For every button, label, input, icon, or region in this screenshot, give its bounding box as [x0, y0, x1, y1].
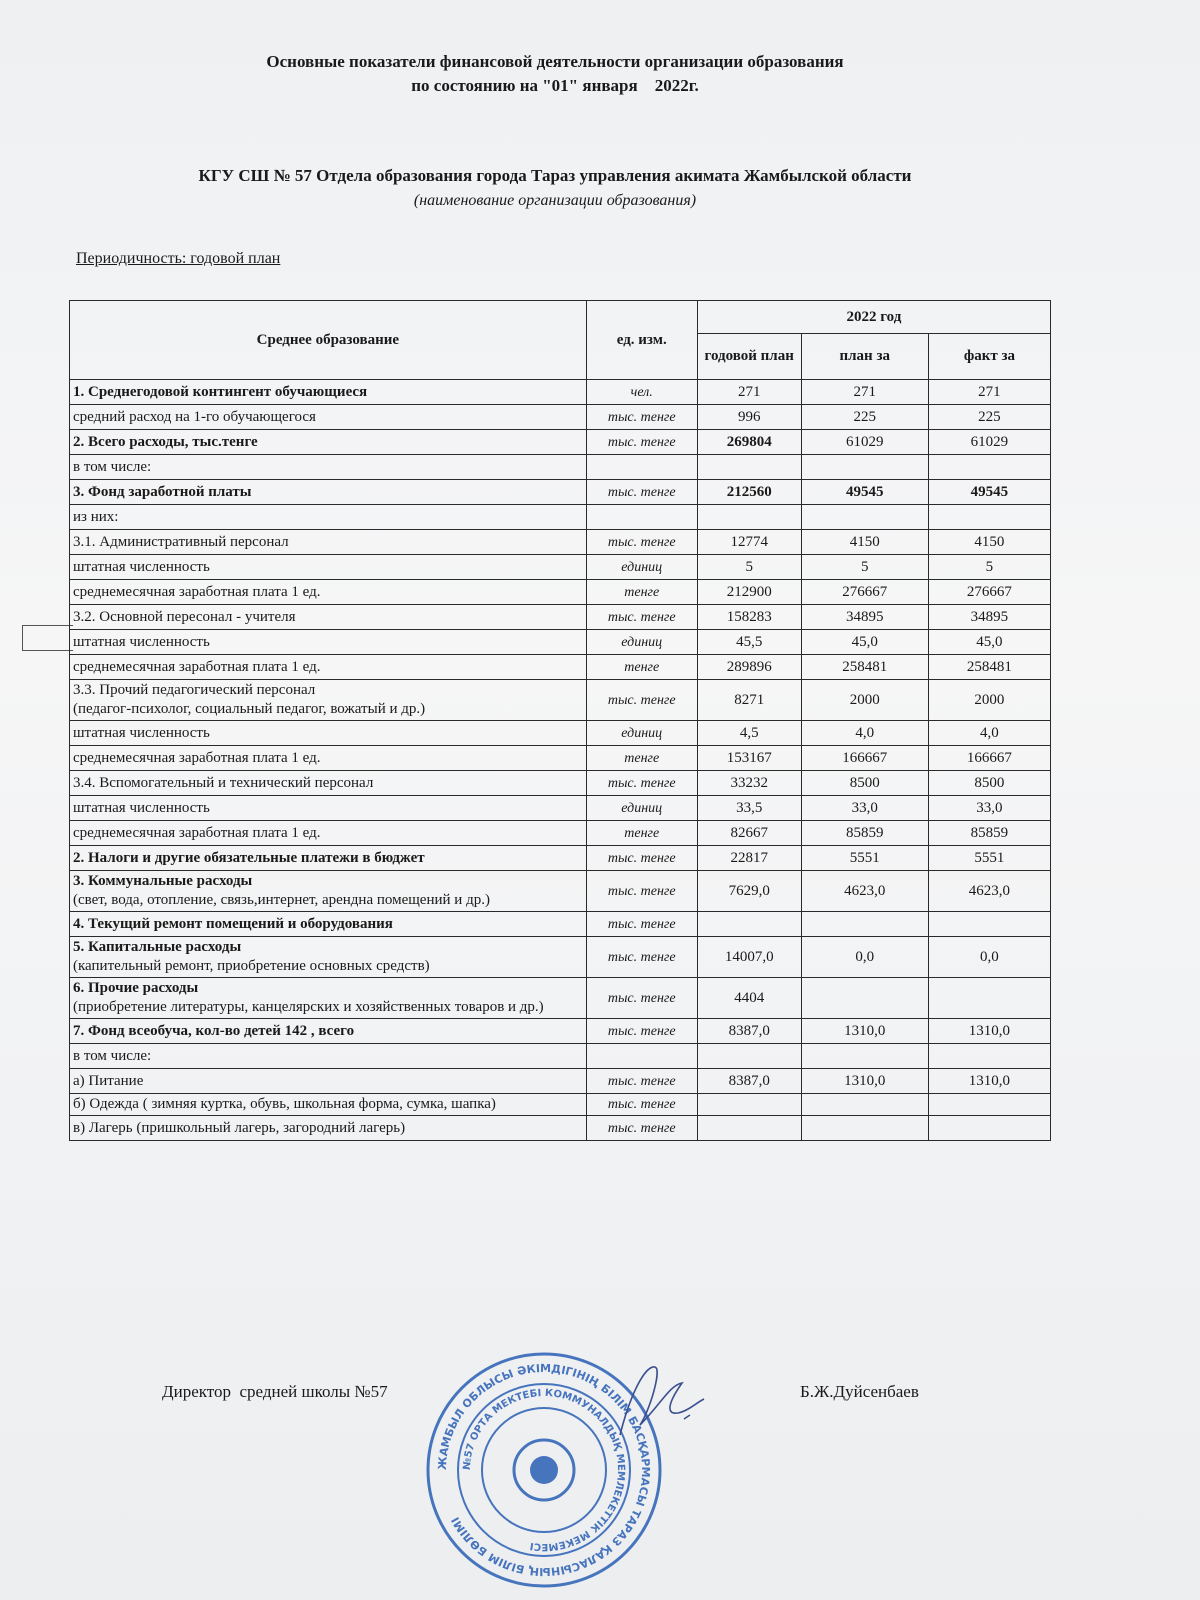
row-value-annual: 212560	[697, 480, 801, 505]
row-value-annual: 158283	[697, 605, 801, 630]
table-row	[70, 1116, 1051, 1141]
row-value-plan	[801, 1116, 928, 1141]
organization-name: КГУ СШ № 57 Отдела образования города Тараз управления акимата Жамбылской области	[198, 166, 912, 185]
row-label: в) Лагерь (пришкольный лагерь, загородний лагерь)	[70, 1116, 587, 1141]
row-label: штатная численность	[70, 630, 587, 655]
row-label: 2. Налоги и другие обязательные платежи в бюджет	[70, 846, 587, 871]
row-value-fact: 4,0	[928, 721, 1050, 746]
table-row	[70, 796, 1051, 821]
svg-text:№57 ОРТА МЕКТЕБІ КОММУНАЛДЫҚ М: №57 ОРТА МЕКТЕБІ КОММУНАЛДЫҚ МЕМЛЕКЕТТІК МЕКЕМЕСІ	[461, 1387, 627, 1553]
row-value-plan: 2000	[801, 680, 928, 721]
table-row	[70, 605, 1051, 630]
row-value-fact: 49545	[928, 480, 1050, 505]
table-row	[70, 937, 1051, 978]
row-value-annual: 33,5	[697, 796, 801, 821]
row-label: 4. Текущий ремонт помещений и оборудования	[70, 912, 587, 937]
row-value-annual: 22817	[697, 846, 801, 871]
row-unit: тыс. тенге	[586, 1019, 697, 1044]
header-unit: ед. изм.	[586, 301, 697, 380]
table-row	[70, 846, 1051, 871]
row-value-annual: 996	[697, 405, 801, 430]
table-row	[70, 978, 1051, 1019]
row-value-annual: 212900	[697, 580, 801, 605]
row-value-fact: 5551	[928, 846, 1050, 871]
row-unit	[586, 505, 697, 530]
table-row	[70, 746, 1051, 771]
row-value-plan: 5551	[801, 846, 928, 871]
row-value-annual	[697, 455, 801, 480]
row-value-plan: 85859	[801, 821, 928, 846]
row-value-plan: 1310,0	[801, 1019, 928, 1044]
row-value-fact	[928, 455, 1050, 480]
table-row	[70, 1069, 1051, 1094]
row-label: в том числе:	[70, 455, 587, 480]
row-value-plan	[801, 505, 928, 530]
table-row	[70, 1044, 1051, 1069]
table-row	[70, 871, 1051, 912]
report-title-line1: Основные показатели финансовой деятельности организации образования	[266, 52, 844, 71]
row-label: 3.4. Вспомогательный и технический персонал	[70, 771, 587, 796]
row-label: среднемесячная заработная плата 1 ед.	[70, 580, 587, 605]
row-label-detail: (приобретение литературы, канцелярских и хозяйственных товаров и др.)	[73, 999, 544, 1015]
row-label: 3. Фонд заработной платы	[70, 480, 587, 505]
row-value-annual	[697, 912, 801, 937]
organization-caption: (наименование организации образования)	[413, 192, 697, 209]
row-unit: тыс. тенге	[586, 430, 697, 455]
header-plan-for: план за	[801, 334, 928, 380]
table-row	[70, 530, 1051, 555]
row-unit: тыс. тенге	[586, 978, 697, 1019]
row-value-annual	[697, 1044, 801, 1069]
row-value-plan	[801, 1094, 928, 1116]
row-value-annual: 269804	[697, 430, 801, 455]
row-value-annual: 8271	[697, 680, 801, 721]
row-unit: тыс. тенге	[586, 605, 697, 630]
row-value-plan: 4623,0	[801, 871, 928, 912]
row-value-fact: 8500	[928, 771, 1050, 796]
row-value-fact: 34895	[928, 605, 1050, 630]
row-value-annual: 5	[697, 555, 801, 580]
table-row	[70, 380, 1051, 405]
table-row	[70, 630, 1051, 655]
row-value-plan: 8500	[801, 771, 928, 796]
table-row	[70, 1094, 1051, 1116]
row-unit: единиц	[586, 555, 697, 580]
row-value-annual: 271	[697, 380, 801, 405]
row-value-fact: 1310,0	[928, 1019, 1050, 1044]
row-value-fact: 2000	[928, 680, 1050, 721]
periodicity-label: Периодичность: годовой план	[76, 250, 281, 267]
row-unit	[586, 455, 697, 480]
row-label: 7. Фонд всеобуча, кол-во детей 142 , всего	[70, 1019, 587, 1044]
row-unit: тыс. тенге	[586, 871, 697, 912]
row-label: 2. Всего расходы, тыс.тенге	[70, 430, 587, 455]
row-value-fact: 1310,0	[928, 1069, 1050, 1094]
row-unit: тенге	[586, 580, 697, 605]
row-label: штатная численность	[70, 796, 587, 821]
row-value-annual: 4404	[697, 978, 801, 1019]
table-row	[70, 912, 1051, 937]
row-value-annual	[697, 1094, 801, 1116]
table-row	[70, 455, 1051, 480]
row-value-plan: 225	[801, 405, 928, 430]
row-value-plan: 4150	[801, 530, 928, 555]
row-value-annual: 8387,0	[697, 1019, 801, 1044]
row-value-fact: 271	[928, 380, 1050, 405]
row-value-fact: 276667	[928, 580, 1050, 605]
row-value-annual	[697, 505, 801, 530]
row-value-plan: 34895	[801, 605, 928, 630]
row-value-annual: 8387,0	[697, 1069, 801, 1094]
row-value-fact	[928, 505, 1050, 530]
row-value-plan: 166667	[801, 746, 928, 771]
svg-text:ЖАМБЫЛ ОБЛЫСЫ ӘКІМДІГІНІҢ БІЛІ: ЖАМБЫЛ ОБЛЫСЫ ӘКІМДІГІНІҢ БІЛІМ БАСҚАРМАСЫ ТАРАЗ ҚАЛАСЫНЫҢ БІЛІМ БӨЛІМІ	[435, 1361, 653, 1579]
row-unit: тыс. тенге	[586, 771, 697, 796]
row-value-fact	[928, 1116, 1050, 1141]
row-label: 3.1. Административный персонал	[70, 530, 587, 555]
row-unit: тыс. тенге	[586, 1094, 697, 1116]
row-value-annual	[697, 1116, 801, 1141]
row-label: среднемесячная заработная плата 1 ед.	[70, 746, 587, 771]
row-value-fact: 166667	[928, 746, 1050, 771]
row-value-annual: 82667	[697, 821, 801, 846]
header-category: Среднее образование	[70, 301, 587, 380]
row-value-plan: 5	[801, 555, 928, 580]
row-label: средний расход на 1-го обучающегося	[70, 405, 587, 430]
row-value-annual: 33232	[697, 771, 801, 796]
row-label-detail: (педагог-психолог, социальный педагог, вожатый и др.)	[73, 701, 426, 717]
director-label: Директор средней школы №57	[162, 1382, 388, 1401]
row-label-detail: (капительный ремонт, приобретение основных средств)	[73, 958, 430, 974]
row-label: среднемесячная заработная плата 1 ед.	[70, 655, 587, 680]
header-annual-plan: годовой план	[697, 334, 801, 380]
row-unit: тыс. тенге	[586, 405, 697, 430]
row-value-annual: 153167	[697, 746, 801, 771]
row-value-fact	[928, 1044, 1050, 1069]
row-value-fact: 61029	[928, 430, 1050, 455]
row-label: штатная численность	[70, 555, 587, 580]
row-unit	[586, 1044, 697, 1069]
row-value-annual: 289896	[697, 655, 801, 680]
row-value-plan: 271	[801, 380, 928, 405]
table-row	[70, 480, 1051, 505]
row-value-fact: 85859	[928, 821, 1050, 846]
row-value-plan: 45,0	[801, 630, 928, 655]
table-row	[70, 655, 1051, 680]
table-row	[70, 405, 1051, 430]
row-unit: тенге	[586, 655, 697, 680]
table-row	[70, 505, 1051, 530]
row-value-fact: 4150	[928, 530, 1050, 555]
table-row	[70, 721, 1051, 746]
table-row	[70, 1019, 1051, 1044]
row-value-plan: 49545	[801, 480, 928, 505]
row-label: 5. Капитальные расходы (капительный ремонт, приобретение основных средств)	[70, 937, 587, 978]
row-label: а) Питание	[70, 1069, 587, 1094]
row-label-detail: (свет, вода, отопление, связь,интернет, арендна помещений и др.)	[73, 892, 490, 908]
report-title-line2: по состоянию на "01" января 2022г.	[411, 76, 699, 95]
row-value-plan: 4,0	[801, 721, 928, 746]
row-unit: чел.	[586, 380, 697, 405]
row-label: 3.3. Прочий педагогический персонал (педагог-психолог, социальный педагог, вожатый и др.)	[70, 680, 587, 721]
row-value-fact: 4623,0	[928, 871, 1050, 912]
table-row	[70, 555, 1051, 580]
row-unit: единиц	[586, 721, 697, 746]
row-unit: тыс. тенге	[586, 846, 697, 871]
row-label: 6. Прочие расходы (приобретение литературы, канцелярских и хозяйственных товаров и др.)	[70, 978, 587, 1019]
margin-mark	[22, 625, 73, 651]
row-value-fact: 0,0	[928, 937, 1050, 978]
row-value-fact	[928, 1094, 1050, 1116]
row-unit: тыс. тенге	[586, 1069, 697, 1094]
row-unit: тенге	[586, 746, 697, 771]
row-label: в том числе:	[70, 1044, 587, 1069]
row-label: 3.2. Основной пересонал - учителя	[70, 605, 587, 630]
row-unit: тенге	[586, 821, 697, 846]
row-unit: единиц	[586, 630, 697, 655]
row-value-plan: 61029	[801, 430, 928, 455]
table-row	[70, 771, 1051, 796]
row-value-plan: 0,0	[801, 937, 928, 978]
row-value-plan	[801, 912, 928, 937]
row-value-annual: 7629,0	[697, 871, 801, 912]
row-value-fact: 33,0	[928, 796, 1050, 821]
row-unit: единиц	[586, 796, 697, 821]
row-value-annual: 4,5	[697, 721, 801, 746]
row-value-fact	[928, 912, 1050, 937]
row-value-plan	[801, 1044, 928, 1069]
row-label: 1. Среднегодовой контингент обучающиеся	[70, 380, 587, 405]
row-unit: тыс. тенге	[586, 480, 697, 505]
row-value-fact: 5	[928, 555, 1050, 580]
row-unit: тыс. тенге	[586, 530, 697, 555]
row-value-plan	[801, 978, 928, 1019]
row-unit: тыс. тенге	[586, 912, 697, 937]
financial-indicators-table	[69, 300, 1051, 1141]
row-value-fact: 45,0	[928, 630, 1050, 655]
row-label: 3. Коммунальные расходы (свет, вода, отопление, связь,интернет, арендна помещений и др.)	[70, 871, 587, 912]
row-label: б) Одежда ( зимняя куртка, обувь, школьная форма, сумка, шапка)	[70, 1094, 587, 1116]
row-label: среднемесячная заработная плата 1 ед.	[70, 821, 587, 846]
row-label: штатная численность	[70, 721, 587, 746]
row-value-fact: 225	[928, 405, 1050, 430]
row-value-fact: 258481	[928, 655, 1050, 680]
director-name: Б.Ж.Дуйсенбаев	[800, 1382, 919, 1401]
row-value-plan	[801, 455, 928, 480]
row-value-plan: 258481	[801, 655, 928, 680]
table-row	[70, 430, 1051, 455]
header-year: 2022 год	[697, 301, 1050, 334]
header-fact-for: факт за	[928, 334, 1050, 380]
row-unit: тыс. тенге	[586, 680, 697, 721]
table-row	[70, 821, 1051, 846]
row-unit: тыс. тенге	[586, 937, 697, 978]
table-row	[70, 580, 1051, 605]
row-value-plan: 276667	[801, 580, 928, 605]
row-label: из них:	[70, 505, 587, 530]
table-row	[70, 680, 1051, 721]
row-unit: тыс. тенге	[586, 1116, 697, 1141]
row-value-fact	[928, 978, 1050, 1019]
row-value-plan: 33,0	[801, 796, 928, 821]
director-signature	[600, 1355, 720, 1445]
row-value-annual: 14007,0	[697, 937, 801, 978]
row-value-annual: 12774	[697, 530, 801, 555]
row-value-annual: 45,5	[697, 630, 801, 655]
row-value-plan: 1310,0	[801, 1069, 928, 1094]
